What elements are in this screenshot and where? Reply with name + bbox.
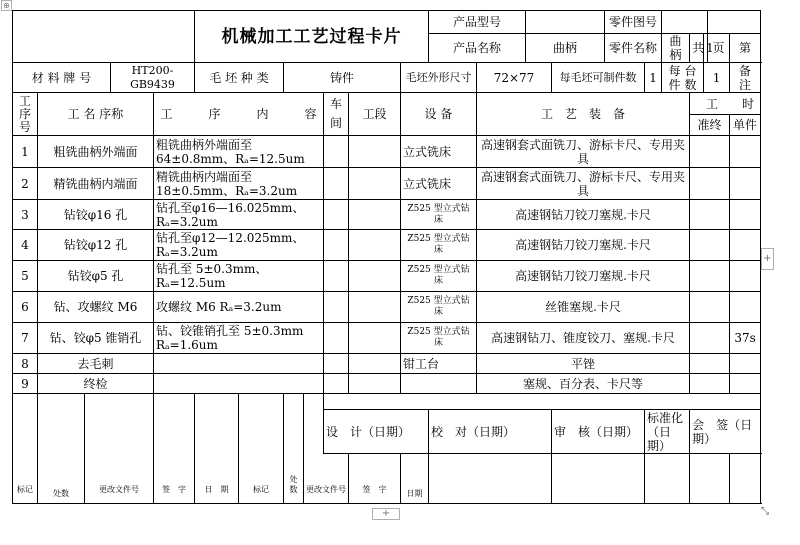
op-section (349, 200, 401, 230)
revision-doc: 更改文件号 (85, 454, 154, 504)
op-name: 钻、攻螺纹 M6 (38, 292, 154, 323)
op-prep (690, 354, 730, 374)
op-tooling: 高速钢钻刀铰刀塞规.卡尺 (477, 200, 690, 230)
card-title: 机械加工工艺过程卡片 (195, 11, 429, 63)
op-tooling: 平锉 (477, 354, 690, 374)
revision-doc-2: 更改文件号 (304, 454, 349, 504)
op-workshop (324, 323, 349, 354)
op-prep (690, 230, 730, 261)
op-section (349, 261, 401, 292)
op-workshop (324, 168, 349, 200)
op-section (349, 230, 401, 261)
table-row (13, 230, 761, 261)
signoff-spacer (324, 394, 761, 410)
blank-size-value: 72×77 (477, 63, 552, 93)
signoff-check: 校 对（日期） (429, 410, 552, 454)
add-column-button[interactable]: + (761, 248, 774, 270)
col-section: 工段 (349, 93, 401, 136)
op-section (349, 168, 401, 200)
op-prep (690, 200, 730, 230)
op-seq: 2 (13, 168, 38, 200)
total-label: 共 (690, 34, 704, 63)
remark-label: 备 注 (730, 63, 761, 93)
op-seq: 3 (13, 200, 38, 230)
product-name-value: 曲柄 (526, 34, 605, 63)
signoff-design: 设 计（日期） (324, 410, 429, 454)
op-name: 终检 (38, 374, 154, 394)
table-row (13, 354, 761, 374)
blank-size-label: 毛坯外形尺寸 (401, 63, 477, 93)
op-prep (690, 168, 730, 200)
col-content: 工 序 内 容 (154, 93, 324, 136)
revision-blank (195, 394, 239, 410)
op-name: 去毛刺 (38, 354, 154, 374)
col-tooling: 工 艺 装 备 (477, 93, 690, 136)
blank-type-label: 毛 坯 种 类 (195, 63, 284, 93)
op-seq: 1 (13, 136, 38, 168)
op-prep (690, 323, 730, 354)
op-unit (730, 136, 761, 168)
table-row (13, 323, 761, 354)
op-equipment: Z525 型立式钻床 (401, 323, 477, 354)
part-drawing-label: 零件图号 (605, 11, 662, 34)
op-prep (690, 136, 730, 168)
revision-blank (304, 394, 324, 454)
op-name: 精铣曲柄内端面 (38, 168, 154, 200)
op-equipment: 立式铣床 (401, 168, 477, 200)
op-content: 粗铣曲柄外端面至 64±0.8mm、Rₐ=12.5um (154, 136, 324, 168)
op-section (349, 136, 401, 168)
table-row (13, 168, 761, 200)
op-section (349, 323, 401, 354)
product-model-label: 产品型号 (429, 11, 526, 34)
total-pages: 1 (704, 34, 708, 63)
op-name: 钻铰φ16 孔 (38, 200, 154, 230)
revision-place: 处数 (38, 454, 85, 504)
revision-mark-2: 标记 (239, 454, 284, 504)
table-row (13, 200, 761, 230)
revision-date-2: 日期 (401, 454, 429, 504)
op-tooling: 高速钢钻刀铰刀塞规.卡尺 (477, 261, 690, 292)
signoff-review: 审 核（日期） (552, 410, 645, 454)
revision-blank (85, 394, 154, 410)
op-section (349, 292, 401, 323)
signoff-standard: 标准化（日期） (645, 410, 690, 454)
revision-blank (154, 410, 195, 454)
op-tooling: 高速钢钻刀、锥度铰刀、塞规.卡尺 (477, 323, 690, 354)
table-move-handle[interactable]: ⊕ (1, 0, 12, 11)
op-content: 钻、铰锥销孔至 5±0.3mm Rₐ=1.6um (154, 323, 324, 354)
op-equipment: Z525 型立式钻床 (401, 230, 477, 261)
add-row-button[interactable]: + (372, 508, 400, 520)
op-unit (730, 292, 761, 323)
revision-place-2: 处数 (284, 454, 304, 504)
signoff-check-value (552, 454, 645, 504)
op-unit (730, 354, 761, 374)
op-workshop (324, 200, 349, 230)
revision-sign: 签 字 (154, 454, 195, 504)
op-unit: 37s (730, 323, 761, 354)
op-name: 钻铰φ12 孔 (38, 230, 154, 261)
op-seq: 7 (13, 323, 38, 354)
material-grade-label: 材 料 牌 号 (13, 63, 111, 93)
per-blank-value: 1 (645, 63, 662, 93)
op-equipment: Z525 型立式钻床 (401, 200, 477, 230)
product-name-label: 产品名称 (429, 34, 526, 63)
per-blank-label: 每毛坯可制件数 (552, 63, 645, 93)
current-label: 第 (730, 34, 761, 63)
op-workshop (324, 230, 349, 261)
op-workshop (324, 261, 349, 292)
op-name: 粗铣曲柄外端面 (38, 136, 154, 168)
signoff-design-value (429, 454, 552, 504)
page-unit: 页 (708, 34, 730, 63)
col-prep: 准终 (690, 115, 730, 136)
op-unit (730, 374, 761, 394)
op-seq: 6 (13, 292, 38, 323)
op-equipment: 钳工台 (401, 354, 477, 374)
col-equipment: 设 备 (401, 93, 477, 136)
op-workshop (324, 354, 349, 374)
revision-blank (13, 394, 38, 454)
op-prep (690, 374, 730, 394)
op-content: 钻孔至φ16—16.025mm、Rₐ=3.2um (154, 200, 324, 230)
op-workshop (324, 292, 349, 323)
op-prep (690, 292, 730, 323)
op-seq: 9 (13, 374, 38, 394)
revision-blank (239, 394, 284, 454)
op-tooling: 高速钢套式面铣刀、游标卡尺、专用夹具 (477, 136, 690, 168)
col-seq: 工序号 (13, 93, 38, 136)
op-tooling: 塞规、百分表、卡尺等 (477, 374, 690, 394)
process-card-table (12, 10, 761, 504)
op-unit (730, 230, 761, 261)
op-tooling: 高速钢钻刀铰刀塞规.卡尺 (477, 230, 690, 261)
revision-blank (85, 410, 154, 454)
signoff-review-value (645, 454, 690, 504)
per-unit-value: 1 (704, 63, 730, 93)
op-content: 攻螺纹 M6 Rₐ=3.2um (154, 292, 324, 323)
part-name-value: 曲柄 (662, 34, 690, 63)
op-tooling: 高速钢套式面铣刀、游标卡尺、专用夹具 (477, 168, 690, 200)
blank-type-value: 铸件 (284, 63, 401, 93)
op-workshop (324, 374, 349, 394)
op-equipment (401, 374, 477, 394)
op-workshop (324, 136, 349, 168)
signoff-countersign: 会 签（日期） (690, 410, 761, 454)
revision-date: 日 期 (195, 454, 239, 504)
table-row (13, 261, 761, 292)
op-name: 钻铰φ5 孔 (38, 261, 154, 292)
op-content: 钻孔至φ12—12.025mm、Rₐ=3.2um (154, 230, 324, 261)
op-content (154, 354, 324, 374)
revision-sign-2: 签 字 (349, 454, 401, 504)
op-equipment: Z525 型立式钻床 (401, 261, 477, 292)
signoff-standard-value (690, 454, 730, 504)
op-content (154, 374, 324, 394)
op-content: 精铣曲柄内端面至 18±0.5mm、Rₐ=3.2um (154, 168, 324, 200)
op-seq: 4 (13, 230, 38, 261)
col-workshop: 车间 (324, 93, 349, 136)
op-equipment: 立式铣床 (401, 136, 477, 168)
col-name: 工 名 序称 (38, 93, 154, 136)
op-tooling: 丝锥塞规.卡尺 (477, 292, 690, 323)
op-section (349, 374, 401, 394)
revision-mark: 标记 (13, 454, 38, 504)
revision-blank (284, 394, 304, 410)
op-seq: 5 (13, 261, 38, 292)
header-right-blank (708, 11, 761, 34)
header-blank (13, 11, 195, 63)
op-equipment: Z525 型立式钻床 (401, 292, 477, 323)
table-row (13, 374, 761, 394)
op-prep (690, 261, 730, 292)
revision-blank (154, 394, 195, 410)
revision-blank (38, 394, 85, 410)
part-drawing-value (662, 11, 708, 34)
col-hours: 工 时 (690, 93, 761, 115)
op-unit (730, 200, 761, 230)
op-section (349, 354, 401, 374)
revision-blank (38, 410, 85, 454)
part-name-label: 零件名称 (605, 34, 662, 63)
op-unit (730, 168, 761, 200)
revision-blank (195, 410, 239, 454)
col-unit: 单件 (730, 115, 761, 136)
material-grade-value: HT200-GB9439 (111, 63, 195, 93)
op-name: 钻、铰φ5 锥销孔 (38, 323, 154, 354)
op-seq: 8 (13, 354, 38, 374)
revision-blank (284, 410, 304, 454)
table-row (13, 292, 761, 323)
product-model-value (526, 11, 605, 34)
table-row (13, 136, 761, 168)
per-unit-label: 每 台 件 数 (662, 63, 704, 93)
op-content: 钻孔至 5±0.3mm、Rₐ=12.5um (154, 261, 324, 292)
resize-handle[interactable]: ⤡ (761, 506, 769, 517)
signoff-countersign-value (730, 454, 761, 504)
op-unit (730, 261, 761, 292)
